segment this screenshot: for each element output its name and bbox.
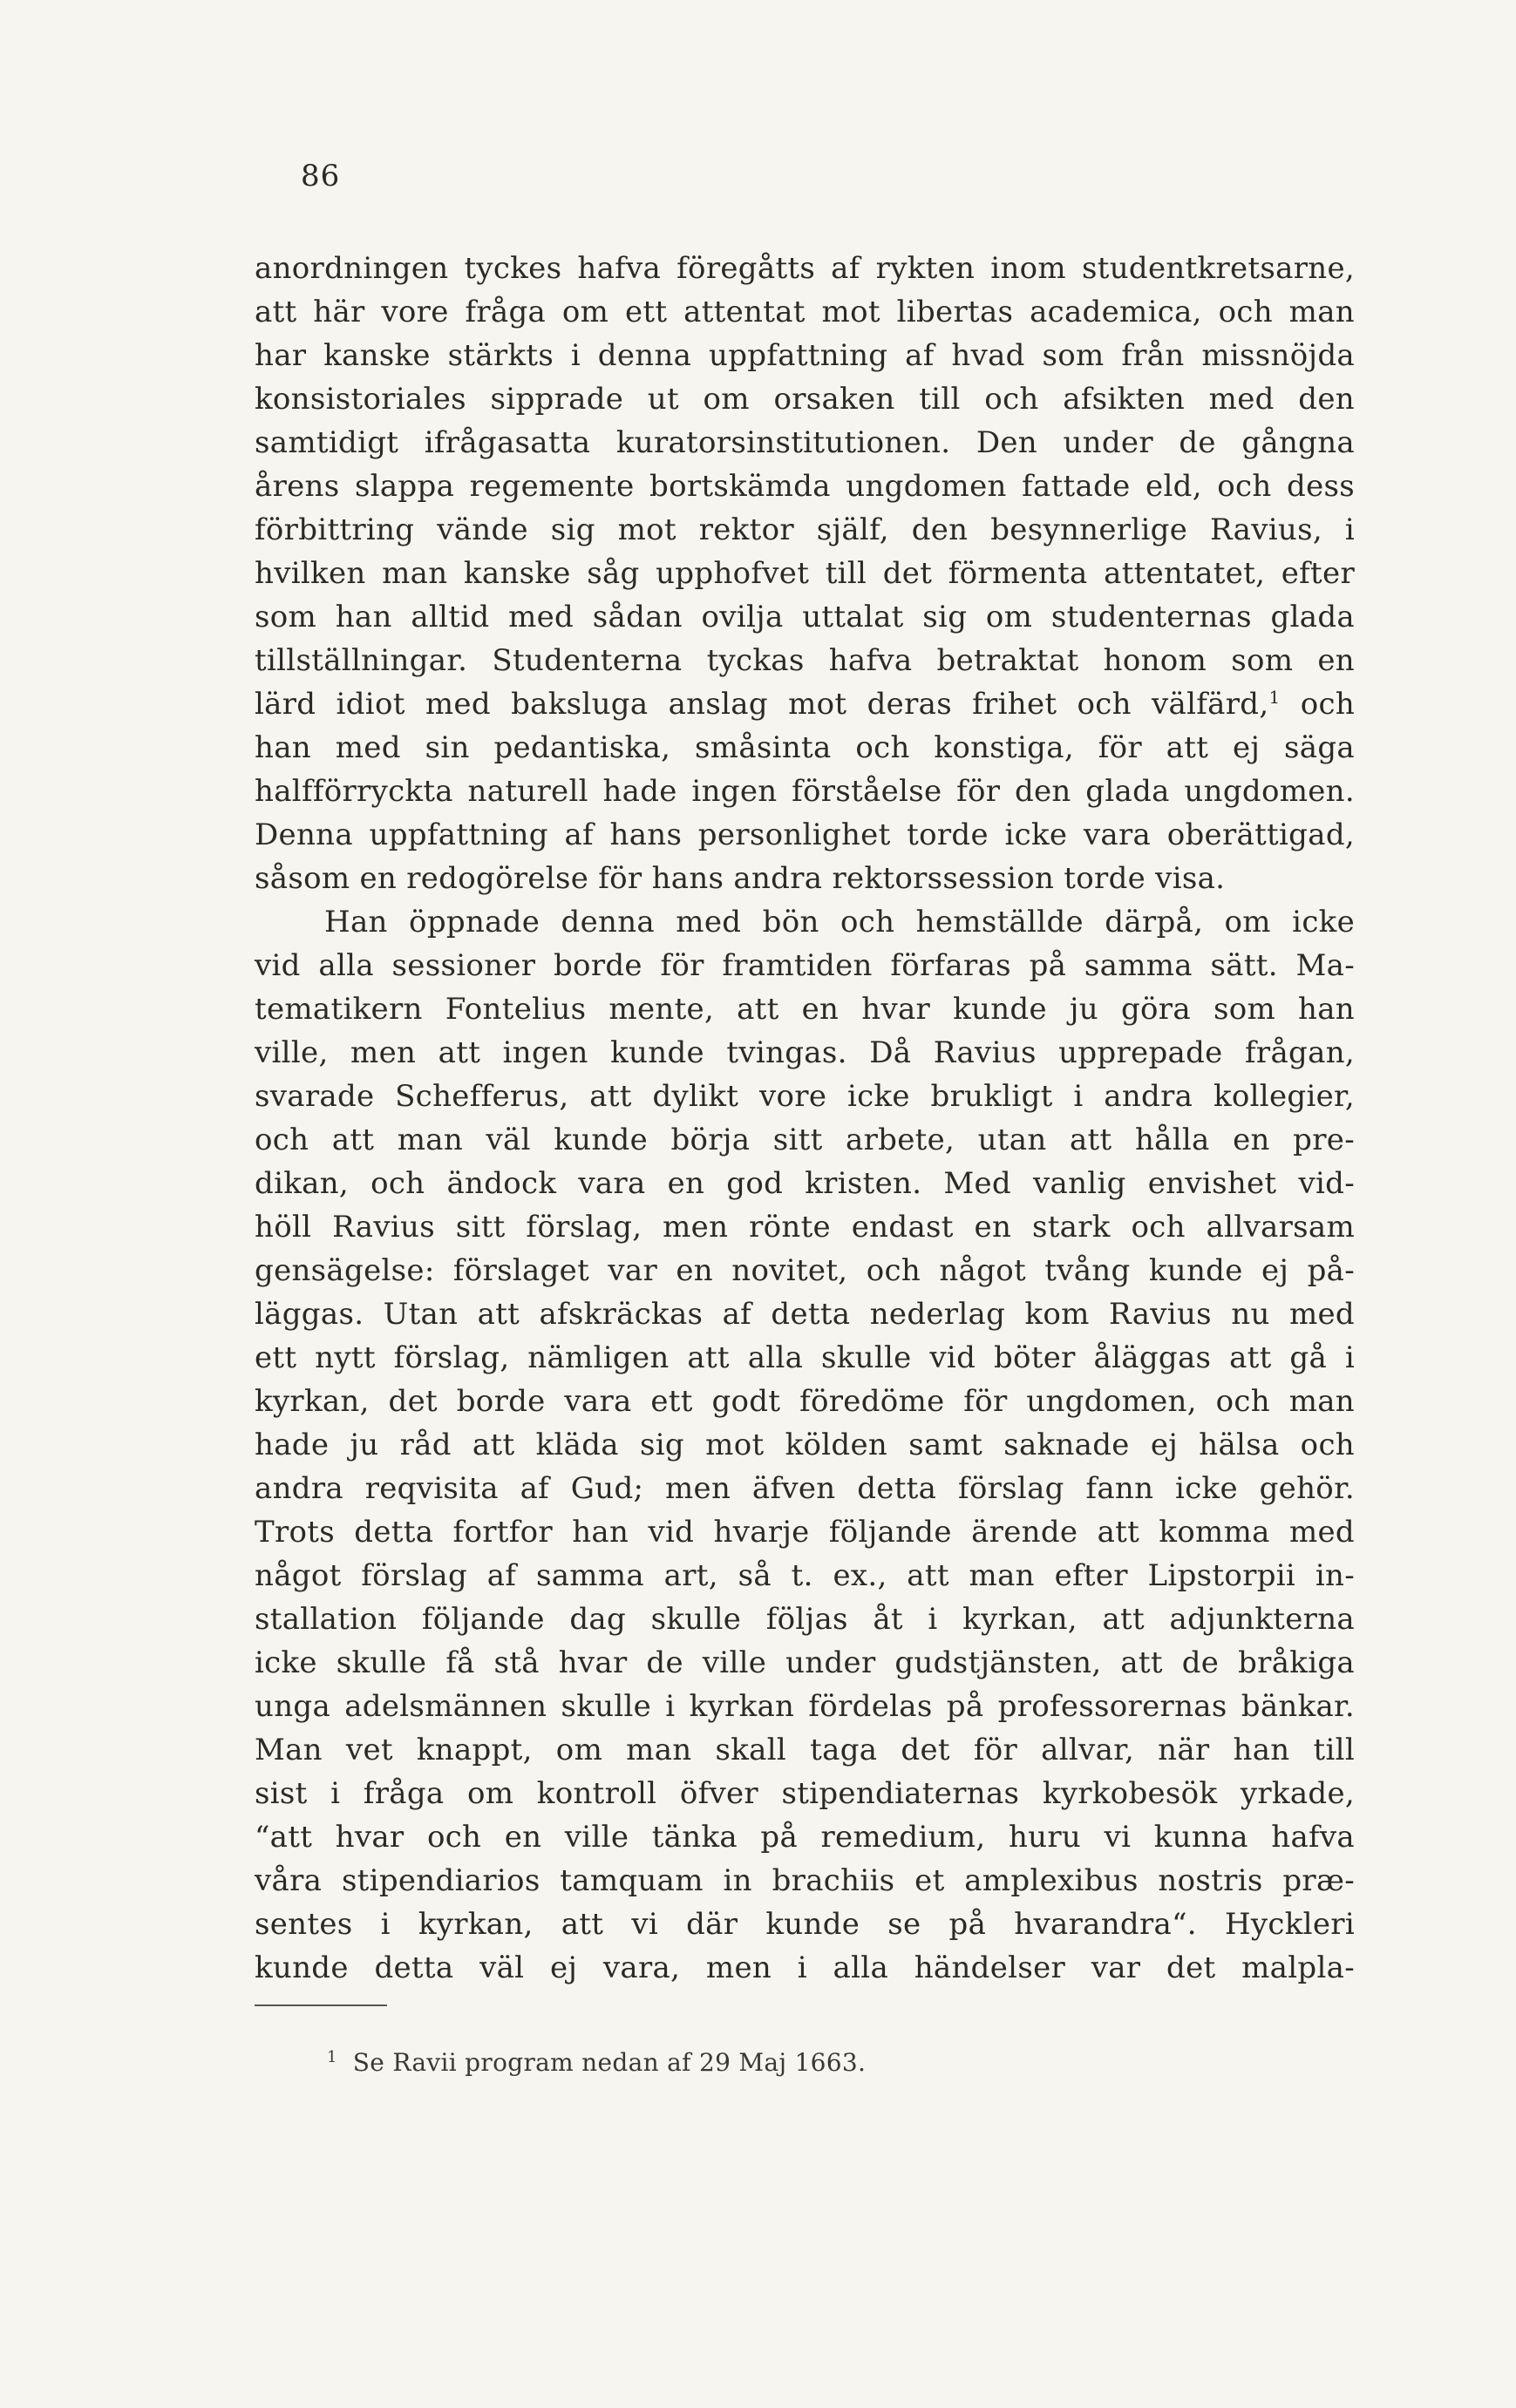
text-line: Man vet knappt, om man skall taga det för allvar, när han till — [255, 1733, 1355, 1767]
text-line: svarade Schefferus, att dylikt vore icke brukligt i andra kollegier, — [255, 1079, 1355, 1114]
text-line-with-footnote — [255, 682, 1355, 726]
text-line: “att hvar och en ville tänka på remedium, huru vi kunna hafva — [255, 1820, 1355, 1855]
text-line: sentes i kyrkan, att vi där kunde se på hvarandra“. Hyckleri — [255, 1907, 1355, 1942]
text-line: andra reqvisita af Gud; men äfven detta förslag fann icke gehör. — [255, 1471, 1355, 1506]
text-line: och att man väl kunde börja sitt arbete, utan att hålla en pre- — [255, 1123, 1355, 1157]
paragraph-1 — [255, 247, 1355, 900]
paragraph-2 — [255, 900, 1355, 1990]
text-line: vid alla sessioner borde för framtiden förfaras på samma sätt. Ma- — [255, 948, 1355, 983]
text-line: sist i fråga om kontroll öfver stipendiaternas kyrkobesök yrkade, — [255, 1776, 1355, 1811]
text-line: något förslag af samma art, så t. ex., att man efter Lipstorpii in- — [255, 1558, 1355, 1593]
text-line: tematikern Fontelius mente, att en hvar kunde ju göra som han — [255, 992, 1355, 1027]
text-line: såsom en redogörelse för hans andra rektorssession torde visa. — [255, 861, 1226, 896]
text-line: våra stipendiarios tamquam in brachiis et amplexibus nostris præ- — [255, 1863, 1355, 1898]
text-line: unga adelsmännen skulle i kyrkan fördelas på professorernas bänkar. — [255, 1689, 1355, 1724]
text-segment: och — [1300, 687, 1356, 722]
footnote-text: Se Ravii program nedan af 29 Maj 1663. — [352, 2048, 867, 2077]
text-line: han med sin pedantiska, småsinta och konstiga, för att ej säga — [255, 730, 1355, 765]
text-line: ville, men att ingen kunde tvingas. Då Ravius upprepade frågan, — [255, 1035, 1355, 1070]
text-line: som han alltid med sådan ovilja uttalat sig om studenternas glada — [255, 600, 1355, 634]
text-line: kyrkan, det borde vara ett godt föredöme för ungdomen, och man — [255, 1384, 1355, 1419]
footnote-marker: 1 — [327, 2048, 337, 2066]
text-line: anordningen tyckes hafva föregåtts af rykten inom studentkretsarne, — [255, 251, 1355, 286]
body-text — [255, 247, 1355, 1990]
text-line: Trots detta fortfor han vid hvarje följande ärende att komma med — [255, 1515, 1355, 1550]
text-line: konsistoriales sipprade ut om orsaken till och afsikten med den — [255, 382, 1355, 417]
text-line: årens slappa regemente bortskämda ungdomen fattade eld, och dess — [255, 469, 1355, 504]
text-line: läggas. Utan att afskräckas af detta nederlag kom Ravius nu med — [255, 1297, 1355, 1332]
text-line: Han öppnade denna med bön och hemställde därpå, om icke — [324, 905, 1355, 939]
footnote-divider — [255, 2004, 387, 2006]
text-line: hade ju råd att kläda sig mot kölden samt saknade ej hälsa och — [255, 1428, 1355, 1462]
text-line: höll Ravius sitt förslag, men rönte endast en stark och allvarsam — [255, 1210, 1355, 1245]
footnote-reference: 1 — [1268, 687, 1281, 708]
text-line: icke skulle få stå hvar de ville under gudstjänsten, att de bråkiga — [255, 1645, 1355, 1680]
footnote — [327, 2048, 867, 2077]
text-line: hvilken man kanske såg upphofvet till det förmenta attentatet, efter — [255, 556, 1355, 591]
text-line: halfförryckta naturell hade ingen förståelse för den glada ungdomen. — [255, 774, 1355, 809]
text-segment: lärd idiot med baksluga anslag mot deras frihet och välfärd, — [255, 687, 1269, 722]
text-line: har kanske stärkts i denna uppfattning af hvad som från missnöjda — [255, 338, 1355, 373]
text-line: att här vore fråga om ett attentat mot libertas academica, och man — [255, 295, 1355, 329]
text-line: tillställningar. Studenterna tyckas hafva betraktat honom som en — [255, 643, 1355, 678]
text-line: samtidigt ifrågasatta kuratorsinstitutionen. Den under de gångna — [255, 425, 1355, 460]
text-line: förbittring vände sig mot rektor själf, den besynnerlige Ravius, i — [255, 512, 1355, 547]
text-line: stallation följande dag skulle följas åt i kyrkan, att adjunkterna — [255, 1602, 1355, 1637]
text-line: kunde detta väl ej vara, men i alla händelser var det malpla- — [255, 1950, 1355, 1985]
text-line: Denna uppfattning af hans personlighet torde icke vara oberättigad, — [255, 817, 1355, 852]
text-line: gensägelse: förslaget var en novitet, och något tvång kunde ej på- — [255, 1253, 1355, 1288]
text-line: ett nytt förslag, nämligen att alla skulle vid böter åläggas att gå i — [255, 1340, 1355, 1375]
page-number: 86 — [301, 159, 341, 193]
text-line: dikan, och ändock vara en god kristen. Med vanlig envishet vid- — [255, 1166, 1355, 1201]
